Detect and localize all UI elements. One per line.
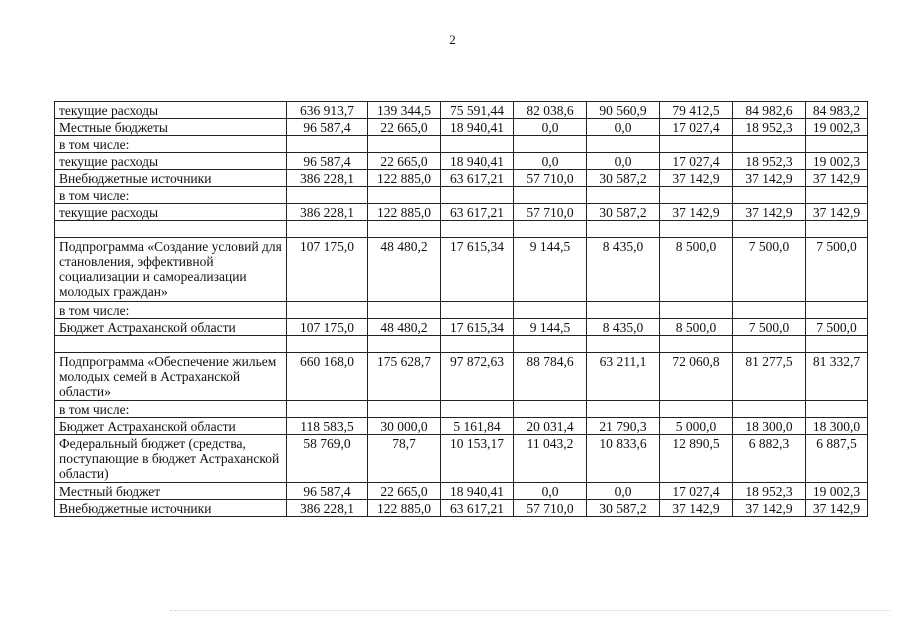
value-cell: 57 710,0: [514, 500, 587, 517]
value-cell: 118 583,5: [287, 418, 368, 435]
value-cell: 0,0: [514, 483, 587, 500]
value-cell: 48 480,2: [368, 238, 441, 302]
value-cell: [441, 401, 514, 418]
table-row: [55, 170, 868, 187]
value-cell: 7 500,0: [733, 319, 806, 336]
value-cell: 19 002,3: [806, 119, 868, 136]
value-cell: [514, 136, 587, 153]
row-label: текущие расходы: [55, 153, 287, 170]
value-cell: 22 665,0: [368, 153, 441, 170]
value-cell: [368, 401, 441, 418]
value-cell: 81 332,7: [806, 353, 868, 401]
value-cell: [587, 302, 660, 319]
row-label: Местные бюджеты: [55, 119, 287, 136]
value-cell: 30 000,0: [368, 418, 441, 435]
value-cell: 84 982,6: [733, 102, 806, 119]
value-cell: 122 885,0: [368, 170, 441, 187]
value-cell: 386 228,1: [287, 170, 368, 187]
table-row: [55, 353, 868, 401]
value-cell: [806, 136, 868, 153]
value-cell: [514, 336, 587, 353]
value-cell: 63 617,21: [441, 500, 514, 517]
value-cell: [368, 336, 441, 353]
value-cell: 10 153,17: [441, 435, 514, 483]
table-row: [55, 204, 868, 221]
value-cell: 37 142,9: [806, 204, 868, 221]
value-cell: 96 587,4: [287, 153, 368, 170]
table-row: [55, 187, 868, 204]
value-cell: 48 480,2: [368, 319, 441, 336]
value-cell: 37 142,9: [733, 204, 806, 221]
row-label: Федеральный бюджет (средства, поступающие в бюджет Астраханской области): [55, 435, 287, 483]
value-cell: 386 228,1: [287, 500, 368, 517]
value-cell: [587, 336, 660, 353]
value-cell: 0,0: [587, 483, 660, 500]
value-cell: 63 617,21: [441, 170, 514, 187]
value-cell: [806, 401, 868, 418]
row-label: текущие расходы: [55, 102, 287, 119]
value-cell: [514, 302, 587, 319]
value-cell: 0,0: [587, 119, 660, 136]
value-cell: 18 300,0: [733, 418, 806, 435]
value-cell: [287, 187, 368, 204]
value-cell: 37 142,9: [733, 170, 806, 187]
value-cell: [287, 221, 368, 238]
value-cell: [660, 187, 733, 204]
value-cell: 20 031,4: [514, 418, 587, 435]
scan-artifact-line: [170, 610, 890, 612]
value-cell: 18 952,3: [733, 153, 806, 170]
value-cell: 122 885,0: [368, 204, 441, 221]
value-cell: [514, 187, 587, 204]
value-cell: 12 890,5: [660, 435, 733, 483]
row-label: в том числе:: [55, 187, 287, 204]
table-row: [55, 401, 868, 418]
value-cell: 97 872,63: [441, 353, 514, 401]
value-cell: 57 710,0: [514, 204, 587, 221]
row-label: [55, 336, 287, 353]
value-cell: [441, 187, 514, 204]
value-cell: 122 885,0: [368, 500, 441, 517]
value-cell: 0,0: [587, 153, 660, 170]
row-label: Местный бюджет: [55, 483, 287, 500]
row-label: Бюджет Астраханской области: [55, 319, 287, 336]
value-cell: 30 587,2: [587, 500, 660, 517]
value-cell: 37 142,9: [733, 500, 806, 517]
table-row: [55, 435, 868, 483]
value-cell: [806, 302, 868, 319]
value-cell: 88 784,6: [514, 353, 587, 401]
table-row: [55, 136, 868, 153]
value-cell: [287, 401, 368, 418]
value-cell: 7 500,0: [733, 238, 806, 302]
value-cell: 7 500,0: [806, 319, 868, 336]
value-cell: 6 887,5: [806, 435, 868, 483]
value-cell: 17 027,4: [660, 483, 733, 500]
value-cell: [806, 187, 868, 204]
value-cell: 8 435,0: [587, 319, 660, 336]
value-cell: 8 500,0: [660, 319, 733, 336]
value-cell: 8 435,0: [587, 238, 660, 302]
table-row: [55, 483, 868, 500]
table-row: [55, 102, 868, 119]
row-label: Бюджет Астраханской области: [55, 418, 287, 435]
value-cell: 17 027,4: [660, 153, 733, 170]
value-cell: 18 952,3: [733, 483, 806, 500]
value-cell: 37 142,9: [660, 204, 733, 221]
value-cell: 57 710,0: [514, 170, 587, 187]
value-cell: 386 228,1: [287, 204, 368, 221]
value-cell: [733, 302, 806, 319]
value-cell: [733, 136, 806, 153]
value-cell: [587, 136, 660, 153]
value-cell: 79 412,5: [660, 102, 733, 119]
value-cell: [368, 221, 441, 238]
table-row: [55, 238, 868, 302]
value-cell: 8 500,0: [660, 238, 733, 302]
value-cell: [660, 221, 733, 238]
table-row: [55, 500, 868, 517]
value-cell: [806, 336, 868, 353]
value-cell: 17 027,4: [660, 119, 733, 136]
value-cell: 96 587,4: [287, 483, 368, 500]
value-cell: 10 833,6: [587, 435, 660, 483]
value-cell: 139 344,5: [368, 102, 441, 119]
value-cell: [587, 221, 660, 238]
budget-table: [54, 101, 868, 517]
value-cell: 22 665,0: [368, 119, 441, 136]
value-cell: 5 161,84: [441, 418, 514, 435]
value-cell: 636 913,7: [287, 102, 368, 119]
value-cell: [441, 302, 514, 319]
value-cell: 19 002,3: [806, 153, 868, 170]
value-cell: 17 615,34: [441, 238, 514, 302]
value-cell: 81 277,5: [733, 353, 806, 401]
value-cell: 107 175,0: [287, 238, 368, 302]
value-cell: [587, 401, 660, 418]
row-label: Подпрограмма «Создание условий для становления, эффективной социализации и самореализации молодых граждан»: [55, 238, 287, 302]
table-row: [55, 119, 868, 136]
value-cell: [368, 302, 441, 319]
value-cell: 17 615,34: [441, 319, 514, 336]
value-cell: 660 168,0: [287, 353, 368, 401]
value-cell: [806, 221, 868, 238]
value-cell: 37 142,9: [660, 500, 733, 517]
value-cell: 7 500,0: [806, 238, 868, 302]
spacer-row: [55, 336, 868, 353]
value-cell: [733, 336, 806, 353]
page-number: 2: [449, 32, 456, 47]
value-cell: 19 002,3: [806, 483, 868, 500]
value-cell: 72 060,8: [660, 353, 733, 401]
value-cell: 30 587,2: [587, 204, 660, 221]
value-cell: [733, 187, 806, 204]
value-cell: 21 790,3: [587, 418, 660, 435]
value-cell: [660, 302, 733, 319]
value-cell: 90 560,9: [587, 102, 660, 119]
value-cell: 18 300,0: [806, 418, 868, 435]
value-cell: 11 043,2: [514, 435, 587, 483]
value-cell: 175 628,7: [368, 353, 441, 401]
value-cell: [660, 136, 733, 153]
value-cell: [587, 187, 660, 204]
value-cell: 0,0: [514, 119, 587, 136]
value-cell: 18 940,41: [441, 483, 514, 500]
value-cell: [514, 401, 587, 418]
table-row: [55, 418, 868, 435]
row-label: в том числе:: [55, 136, 287, 153]
value-cell: 9 144,5: [514, 238, 587, 302]
value-cell: [287, 302, 368, 319]
value-cell: 107 175,0: [287, 319, 368, 336]
value-cell: 84 983,2: [806, 102, 868, 119]
value-cell: 58 769,0: [287, 435, 368, 483]
value-cell: [733, 401, 806, 418]
value-cell: 5 000,0: [660, 418, 733, 435]
value-cell: 75 591,44: [441, 102, 514, 119]
value-cell: 0,0: [514, 153, 587, 170]
value-cell: 18 952,3: [733, 119, 806, 136]
table-row: [55, 153, 868, 170]
value-cell: [287, 336, 368, 353]
value-cell: [368, 187, 441, 204]
value-cell: 63 211,1: [587, 353, 660, 401]
value-cell: [368, 136, 441, 153]
value-cell: 9 144,5: [514, 319, 587, 336]
row-label: Внебюджетные источники: [55, 500, 287, 517]
row-label: текущие расходы: [55, 204, 287, 221]
row-label: Внебюджетные источники: [55, 170, 287, 187]
table-row: [55, 319, 868, 336]
value-cell: [441, 336, 514, 353]
value-cell: 37 142,9: [806, 170, 868, 187]
value-cell: 37 142,9: [660, 170, 733, 187]
value-cell: 82 038,6: [514, 102, 587, 119]
value-cell: 96 587,4: [287, 119, 368, 136]
value-cell: 63 617,21: [441, 204, 514, 221]
value-cell: 18 940,41: [441, 119, 514, 136]
value-cell: 6 882,3: [733, 435, 806, 483]
row-label: в том числе:: [55, 401, 287, 418]
value-cell: [660, 401, 733, 418]
value-cell: 30 587,2: [587, 170, 660, 187]
spacer-row: [55, 221, 868, 238]
row-label: Подпрограмма «Обеспечение жильем молодых семей в Астраханской области»: [55, 353, 287, 401]
table-row: [55, 302, 868, 319]
value-cell: [441, 136, 514, 153]
row-label: в том числе:: [55, 302, 287, 319]
value-cell: 37 142,9: [806, 500, 868, 517]
value-cell: [287, 136, 368, 153]
value-cell: [514, 221, 587, 238]
value-cell: [660, 336, 733, 353]
value-cell: [441, 221, 514, 238]
value-cell: 78,7: [368, 435, 441, 483]
value-cell: [733, 221, 806, 238]
row-label: [55, 221, 287, 238]
value-cell: 18 940,41: [441, 153, 514, 170]
value-cell: 22 665,0: [368, 483, 441, 500]
